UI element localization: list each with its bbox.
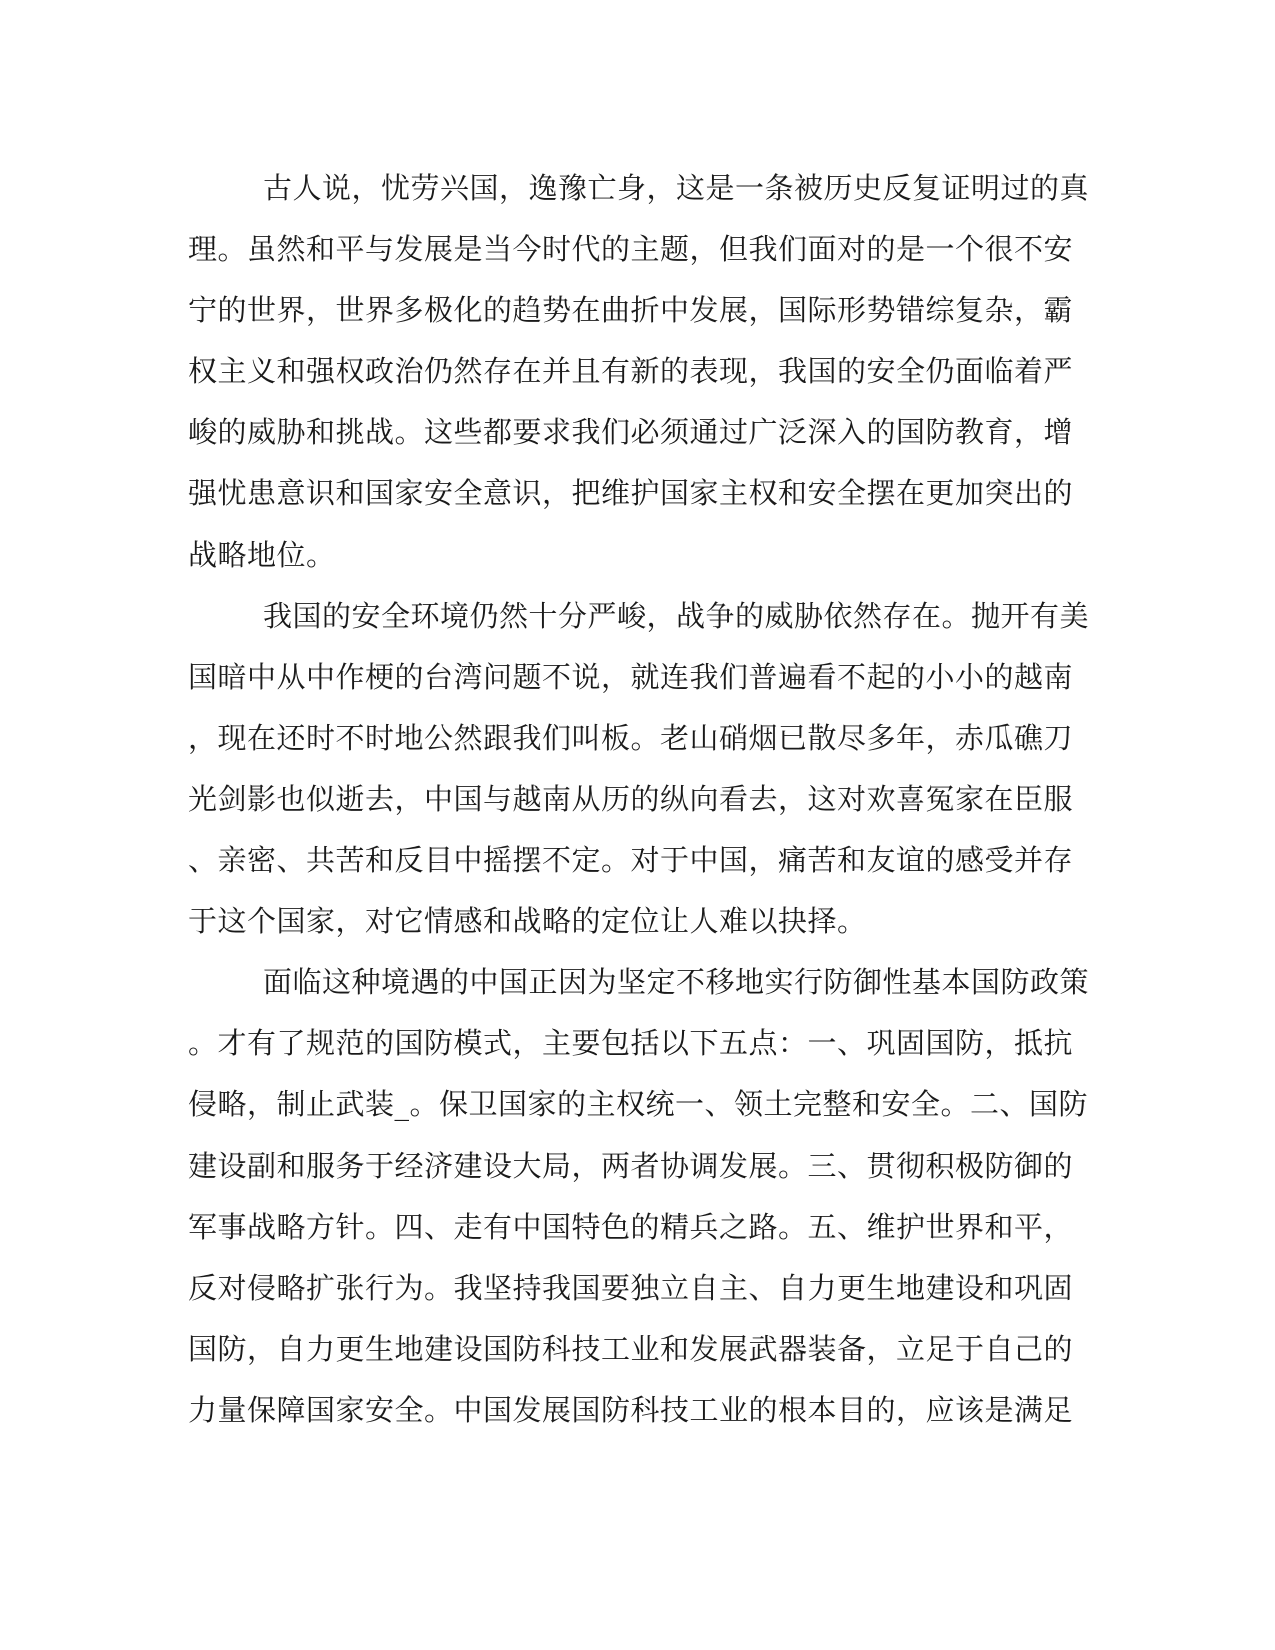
paragraph-line: 权主义和强权政治仍然存在并且有新的表现，我国的安全仍面临着严 bbox=[188, 354, 1074, 389]
paragraph-line: 理。虽然和平与发展是当今时代的主题，但我们面对的是一个很不安 bbox=[188, 232, 1074, 267]
paragraph-line: 侵略，制止武装_。保卫国家的主权统一、领土完整和安全。二、国防 bbox=[188, 1087, 1089, 1122]
paragraph-line: 强忧患意识和国家安全意识，把维护国家主权和安全摆在更加突出的 bbox=[188, 476, 1074, 511]
paragraph-line: 建设副和服务于经济建设大局，两者协调发展。三、贯彻积极防御的 bbox=[188, 1148, 1074, 1183]
paragraph-line: 国暗中从中作梗的台湾问题不说，就连我们普遍看不起的小小的越南 bbox=[188, 659, 1074, 694]
paragraph-2 bbox=[188, 586, 1088, 953]
paragraph-1 bbox=[188, 158, 1088, 586]
body-text bbox=[188, 158, 1088, 1441]
paragraph-line: 光剑影也似逝去，中国与越南从历的纵向看去，这对欢喜冤家在臣服 bbox=[188, 781, 1074, 816]
paragraph-line: 于这个国家，对它情感和战略的定位让人难以抉择。 bbox=[188, 904, 867, 939]
paragraph-line: 国防，自力更生地建设国防科技工业和发展武器装备，立足于自己的 bbox=[188, 1331, 1074, 1366]
paragraph-line: 我国的安全环境仍然十分严峻，战争的威胁依然存在。抛开有美 bbox=[263, 598, 1090, 633]
paragraph-line: 力量保障国家安全。中国发展国防科技工业的根本目的，应该是满足 bbox=[188, 1392, 1074, 1427]
paragraph-line: 宁的世界，世界多极化的趋势在曲折中发展，国际形势错综复杂，霸 bbox=[188, 293, 1074, 328]
paragraph-line: ，现在还时不时地公然跟我们叫板。老山硝烟已散尽多年，赤瓜礁刀 bbox=[188, 720, 1074, 755]
paragraph-line: 军事战略方针。四、走有中国特色的精兵之路。五、维护世界和平， bbox=[188, 1209, 1074, 1244]
paragraph-line: 战略地位。 bbox=[188, 537, 336, 572]
paragraph-line: 面临这种境遇的中国正因为坚定不移地实行防御性基本国防政策 bbox=[263, 965, 1090, 1000]
paragraph-line: 。才有了规范的国防模式，主要包括以下五点：一、巩固国防，抵抗 bbox=[188, 1026, 1074, 1061]
paragraph-line: 峻的威胁和挑战。这些都要求我们必须通过广泛深入的国防教育，增 bbox=[188, 415, 1074, 450]
paragraph-line: 古人说，忧劳兴国，逸豫亡身，这是一条被历史反复证明过的真 bbox=[263, 171, 1090, 205]
paragraph-3 bbox=[188, 952, 1088, 1441]
paragraph-line: 反对侵略扩张行为。我坚持我国要独立自主、自力更生地建设和巩固 bbox=[188, 1270, 1074, 1305]
paragraph-line: 、亲密、共苦和反目中摇摆不定。对于中国，痛苦和友谊的感受并存 bbox=[188, 843, 1074, 878]
